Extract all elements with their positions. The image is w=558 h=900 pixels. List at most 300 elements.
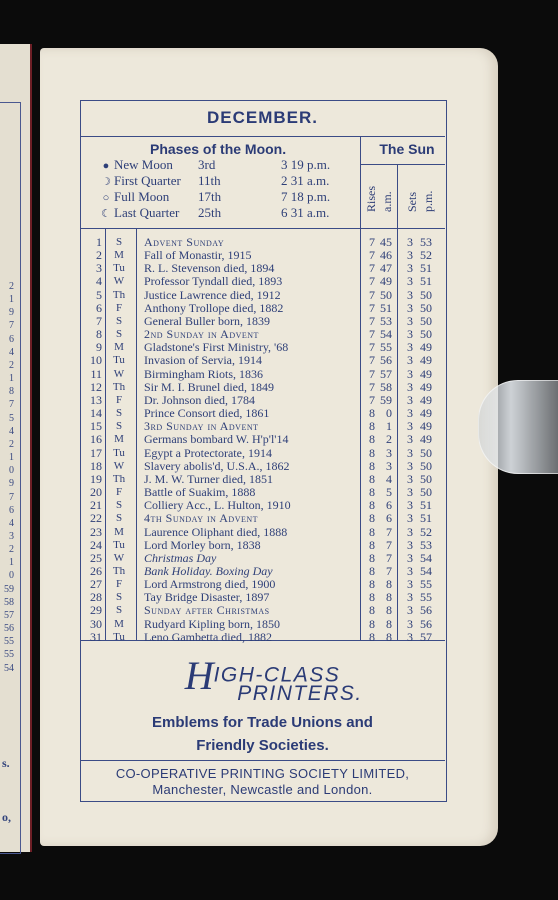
event-text: Dr. Johnson died, 1784 <box>144 392 255 407</box>
sunrise-minute: 8 <box>386 590 392 605</box>
sunrise-hour: 8 <box>369 616 375 631</box>
previous-page-number: 7 <box>9 491 14 503</box>
sunset-minute: 55 <box>420 590 432 605</box>
sunrise-minute: 5 <box>386 485 392 500</box>
event-text: Professor Tyndall died, 1893 <box>144 274 283 289</box>
moon-phase-date: 17th <box>198 189 222 204</box>
last-quarter-icon: ☾ <box>101 208 111 220</box>
new-moon-icon: ● <box>102 160 110 172</box>
advert-line-2: Friendly Societies. <box>196 737 329 754</box>
previous-page-number: 0 <box>9 570 14 582</box>
sunset-minute: 49 <box>420 432 432 447</box>
event-text: General Buller born, 1839 <box>144 313 270 328</box>
weekday: F <box>115 486 123 499</box>
sunset-hour: 3 <box>407 577 413 592</box>
sunset-hour: 3 <box>407 432 413 447</box>
sunrise-hour: 7 <box>369 366 375 381</box>
moon-phase-date: 25th <box>198 205 222 220</box>
month-title: DECEMBER. <box>206 108 318 127</box>
sunset-hour: 3 <box>407 366 413 381</box>
phases-title: Phases of the Moon. <box>150 141 287 157</box>
sunrise-minute: 59 <box>380 392 392 407</box>
day-row <box>80 341 445 354</box>
day-row <box>80 512 445 525</box>
sunset-hour: 3 <box>407 564 413 578</box>
weekday: W <box>113 275 125 288</box>
full-moon-icon: ○ <box>102 192 110 204</box>
day-number: 17 <box>90 445 102 460</box>
sunrise-hour: 7 <box>369 392 375 407</box>
sunset-hour: 3 <box>407 327 413 342</box>
advert-line-1: Emblems for Trade Unions and <box>152 714 373 731</box>
event-text: Egypt a Protectorate, 1914 <box>144 445 272 460</box>
sunrise-hour: 7 <box>369 274 375 289</box>
sunset-minute: 50 <box>420 313 432 328</box>
day-number: 28 <box>90 590 102 605</box>
sunset-minute: 57 <box>420 629 432 644</box>
day-number: 5 <box>96 287 102 302</box>
sunrise-minute: 46 <box>380 248 392 263</box>
day-number: 2 <box>96 248 102 263</box>
sunset-hour: 3 <box>407 485 413 500</box>
sunrise-minute: 7 <box>386 537 392 552</box>
previous-page-number: 58 <box>4 596 14 608</box>
sets-unit: p.m. <box>421 190 435 212</box>
day-row <box>80 302 445 315</box>
event-text: R. L. Stevenson died, 1894 <box>144 261 275 276</box>
sunrise-hour: 8 <box>369 537 375 552</box>
sunrise-minute: 7 <box>386 550 392 565</box>
day-number: 3 <box>96 261 102 276</box>
day-number: 15 <box>90 419 102 434</box>
sunrise-minute: 45 <box>380 235 392 249</box>
event-text: Lord Armstrong died, 1900 <box>144 577 276 592</box>
previous-page-number: 7 <box>9 399 14 411</box>
sunset-hour: 3 <box>407 287 413 302</box>
day-number: 20 <box>90 485 102 500</box>
rises-unit: a.m. <box>380 191 394 212</box>
moon-phase-name: New Moon <box>114 157 173 172</box>
sunset-hour: 3 <box>407 340 413 355</box>
day-number: 26 <box>90 564 102 578</box>
day-row <box>80 552 445 565</box>
sunset-minute: 55 <box>420 577 432 592</box>
event-text: Christmas Day <box>144 550 217 565</box>
previous-page-number: 9 <box>9 478 14 490</box>
sunrise-hour: 8 <box>369 419 375 434</box>
sunrise-hour: 8 <box>369 498 375 513</box>
event-text: 4th Sunday in Advent <box>144 511 259 526</box>
advert-initial: H <box>184 653 214 698</box>
previous-page-number: 6 <box>9 333 14 345</box>
weekday: M <box>114 525 124 538</box>
weekday: W <box>113 459 125 472</box>
day-number: 19 <box>90 471 102 486</box>
weekday: Tu <box>113 630 125 643</box>
sunrise-minute: 58 <box>380 379 392 394</box>
sunrise-hour: 7 <box>369 340 375 355</box>
day-row <box>80 447 445 460</box>
sunrise-hour: 8 <box>369 629 375 644</box>
sets-label: Sets <box>405 191 419 212</box>
sunset-hour: 3 <box>407 445 413 460</box>
sunrise-minute: 56 <box>380 353 392 368</box>
sunrise-hour: 7 <box>369 248 375 263</box>
sunset-minute: 49 <box>420 419 432 434</box>
sunrise-minute: 8 <box>386 629 392 644</box>
day-number: 8 <box>96 327 102 342</box>
sunrise-hour: 7 <box>369 287 375 302</box>
event-text: Prince Consort died, 1861 <box>144 406 270 421</box>
event-text: Gladstone's First Ministry, '68 <box>144 340 289 355</box>
event-text: Laurence Oliphant died, 1888 <box>144 524 288 539</box>
previous-page-number: 55 <box>4 636 14 648</box>
previous-page-edge <box>0 44 32 852</box>
sunrise-hour: 8 <box>369 590 375 605</box>
day-number: 6 <box>96 300 102 315</box>
sunrise-minute: 54 <box>380 327 392 342</box>
sunrise-minute: 55 <box>380 340 392 355</box>
event-text: 2nd Sunday in Advent <box>144 327 259 342</box>
sunset-hour: 3 <box>407 419 413 434</box>
previous-page-number: 2 <box>9 438 14 450</box>
event-text: Germans bombard W. H'p'l'14 <box>144 432 289 447</box>
sunrise-hour: 8 <box>369 550 375 565</box>
weekday: Th <box>112 565 126 577</box>
advert-cities: Manchester, Newcastle and London. <box>152 782 373 797</box>
sunset-hour: 3 <box>407 629 413 644</box>
sunset-minute: 50 <box>420 300 432 315</box>
day-number: 10 <box>90 353 102 368</box>
moon-phase-time: 2 31 a.m. <box>281 173 330 188</box>
event-text: Rudyard Kipling born, 1850 <box>144 616 280 631</box>
sunrise-minute: 6 <box>386 511 392 526</box>
weekday: S <box>115 328 123 341</box>
sunset-hour: 3 <box>407 313 413 328</box>
event-text: Justice Lawrence died, 1912 <box>144 287 281 302</box>
sunset-minute: 53 <box>420 235 432 249</box>
sunset-minute: 49 <box>420 392 432 407</box>
weekday: Tu <box>113 446 125 459</box>
sunset-hour: 3 <box>407 471 413 486</box>
previous-page-number: 55 <box>4 649 14 661</box>
sunrise-minute: 3 <box>386 458 392 473</box>
event-text: Battle of Suakim, 1888 <box>144 485 256 500</box>
sunset-minute: 50 <box>420 485 432 500</box>
sunset-minute: 50 <box>420 327 432 342</box>
event-text: Tay Bridge Disaster, 1897 <box>144 590 270 605</box>
previous-page-number: 7 <box>9 320 14 332</box>
sunrise-hour: 7 <box>369 379 375 394</box>
previous-page-number: 2 <box>9 544 14 556</box>
sunset-hour: 3 <box>407 537 413 552</box>
previous-page-number: 57 <box>4 609 14 621</box>
event-text: Bank Holiday. Boxing Day <box>144 564 273 578</box>
day-row <box>80 394 445 407</box>
header-rule <box>80 136 445 137</box>
sunset-minute: 49 <box>420 379 432 394</box>
sunset-hour: 3 <box>407 300 413 315</box>
sunrise-minute: 2 <box>386 432 392 447</box>
sunrise-minute: 0 <box>386 406 392 421</box>
moon-phase-name: First Quarter <box>114 173 181 188</box>
day-row <box>80 275 445 288</box>
sunrise-minute: 50 <box>380 287 392 302</box>
sunrise-minute: 49 <box>380 274 392 289</box>
sunrise-minute: 7 <box>386 524 392 539</box>
weekday: S <box>115 591 123 604</box>
sunrise-hour: 8 <box>369 406 375 421</box>
sunrise-minute: 8 <box>386 603 392 618</box>
sunset-minute: 51 <box>420 274 432 289</box>
previous-page-number: 5 <box>9 412 14 424</box>
moon-phase-row <box>98 157 331 173</box>
previous-page-number: 2 <box>9 359 14 371</box>
advert-rule <box>80 760 445 761</box>
sunrise-minute: 1 <box>386 419 392 434</box>
moon-phase-date: 11th <box>198 173 221 188</box>
advert-headline: IGH-CLASS <box>213 663 341 687</box>
sunset-minute: 51 <box>420 498 432 513</box>
sunset-hour: 3 <box>407 498 413 513</box>
moon-phase-time: 7 18 p.m. <box>281 189 331 204</box>
previous-page-number: 4 <box>9 425 14 437</box>
sunset-minute: 51 <box>420 511 432 526</box>
moon-phase-time: 6 31 a.m. <box>281 205 330 220</box>
advert-company: CO-OPERATIVE PRINTING SOCIETY LIMITED, <box>115 766 410 781</box>
previous-page-number: 9 <box>9 307 14 319</box>
sunset-hour: 3 <box>407 274 413 289</box>
sunset-minute: 56 <box>420 603 432 618</box>
sunrise-minute: 3 <box>386 445 392 460</box>
event-text: 3rd Sunday in Advent <box>144 419 259 434</box>
day-row <box>80 539 445 552</box>
moon-phase-row <box>98 205 330 221</box>
weekday: S <box>115 604 123 617</box>
sunrise-minute: 6 <box>386 498 392 513</box>
page-clip <box>478 380 558 474</box>
day-row <box>80 460 445 473</box>
day-number: 12 <box>90 379 102 394</box>
weekday: Tu <box>113 354 125 367</box>
previous-page-number: 0 <box>9 465 14 477</box>
sunset-minute: 49 <box>420 353 432 368</box>
sunrise-hour: 8 <box>369 511 375 526</box>
weekday: Th <box>112 288 126 301</box>
previous-page-number: 54 <box>4 662 14 674</box>
sunrise-minute: 51 <box>380 300 392 315</box>
sunset-hour: 3 <box>407 511 413 526</box>
moon-phase-date: 3rd <box>198 157 216 172</box>
previous-page-number: 2 <box>9 281 14 292</box>
sun-header-rule <box>360 164 445 165</box>
previous-page-fragment: s. <box>2 756 10 770</box>
sunset-minute: 50 <box>420 471 432 486</box>
day-row <box>80 433 445 446</box>
table-header-rule <box>80 228 445 229</box>
weekday: M <box>114 341 124 354</box>
sunrise-hour: 8 <box>369 485 375 500</box>
sunset-hour: 3 <box>407 458 413 473</box>
sunrise-hour: 7 <box>369 261 375 276</box>
sunset-hour: 3 <box>407 590 413 605</box>
event-text: Sir M. I. Brunel died, 1849 <box>144 379 274 394</box>
weekday: M <box>114 617 124 630</box>
weekday: S <box>115 420 123 433</box>
advert-headline-2: PRINTERS. <box>237 682 363 705</box>
sunset-minute: 49 <box>420 366 432 381</box>
moon-phase-time: 3 19 p.m. <box>281 157 331 172</box>
sunset-minute: 54 <box>420 564 432 578</box>
weekday: S <box>115 314 123 327</box>
weekday: S <box>115 499 123 512</box>
sunrise-hour: 8 <box>369 458 375 473</box>
sunrise-minute: 8 <box>386 577 392 592</box>
event-text: Advent Sunday <box>144 235 225 249</box>
sunset-hour: 3 <box>407 392 413 407</box>
weekday: M <box>114 249 124 262</box>
sunrise-minute: 47 <box>380 261 392 276</box>
day-number: 1 <box>96 235 102 249</box>
sunrise-hour: 7 <box>369 313 375 328</box>
sunrise-minute: 53 <box>380 313 392 328</box>
moon-phase-name: Last Quarter <box>114 205 180 220</box>
first-quarter-icon: ☽ <box>101 176 111 188</box>
sunrise-hour: 8 <box>369 564 375 578</box>
sunset-minute: 50 <box>420 287 432 302</box>
day-number: 22 <box>90 511 102 526</box>
weekday: Th <box>112 472 126 485</box>
day-number: 27 <box>90 577 102 592</box>
event-text: Birmingham Riots, 1836 <box>144 366 264 381</box>
previous-page-number: 59 <box>4 583 14 595</box>
event-text: Leno Gambetta died, 1882 <box>144 629 272 644</box>
day-row <box>80 368 445 381</box>
sunrise-hour: 8 <box>369 524 375 539</box>
day-number: 23 <box>90 524 102 539</box>
event-text: Lord Morley born, 1838 <box>144 537 261 552</box>
sunset-hour: 3 <box>407 406 413 421</box>
sunset-minute: 54 <box>420 550 432 565</box>
event-text: Anthony Trollope died, 1882 <box>144 300 284 315</box>
day-number: 14 <box>90 406 102 421</box>
sunset-hour: 3 <box>407 603 413 618</box>
sunrise-hour: 8 <box>369 432 375 447</box>
weekday: S <box>115 236 123 248</box>
day-number: 4 <box>96 274 102 289</box>
moon-phase-row <box>98 189 331 205</box>
weekday: M <box>114 433 124 446</box>
weekday: Th <box>112 380 126 393</box>
day-row <box>80 618 445 631</box>
day-row <box>80 526 445 539</box>
event-text: Fall of Monastir, 1915 <box>144 248 252 263</box>
previous-page-number: 56 <box>4 623 14 635</box>
sunset-minute: 56 <box>420 616 432 631</box>
previous-page-number: 8 <box>9 386 14 398</box>
sunrise-hour: 8 <box>369 603 375 618</box>
day-row <box>80 354 445 367</box>
sunrise-hour: 7 <box>369 235 375 249</box>
day-number: 18 <box>90 458 102 473</box>
sunset-minute: 50 <box>420 458 432 473</box>
event-text: J. M. W. Turner died, 1851 <box>144 471 274 486</box>
day-number: 13 <box>90 392 102 407</box>
previous-page-number: 3 <box>9 530 14 542</box>
day-number: 30 <box>90 616 102 631</box>
day-row <box>80 381 445 394</box>
sunset-minute: 53 <box>420 537 432 552</box>
event-text: Slavery abolis'd, U.S.A., 1862 <box>144 458 290 473</box>
day-number: 29 <box>90 603 102 618</box>
sunrise-minute: 7 <box>386 564 392 578</box>
previous-page-numbers <box>0 280 14 675</box>
sunset-hour: 3 <box>407 524 413 539</box>
weekday: F <box>115 578 123 591</box>
weekday: S <box>115 512 123 525</box>
weekday: W <box>113 551 125 564</box>
day-number: 9 <box>96 340 102 355</box>
day-row <box>80 604 445 617</box>
sunrise-hour: 8 <box>369 445 375 460</box>
sunset-minute: 52 <box>420 524 432 539</box>
weekday: F <box>115 301 123 314</box>
moon-phase-row <box>98 173 330 189</box>
sunset-minute: 51 <box>420 261 432 276</box>
sunrise-hour: 7 <box>369 327 375 342</box>
sunset-hour: 3 <box>407 379 413 394</box>
sunrise-hour: 8 <box>369 471 375 486</box>
previous-page-number: 1 <box>9 452 14 464</box>
sun-title: The Sun <box>379 141 435 157</box>
sunset-minute: 50 <box>420 445 432 460</box>
sunrise-hour: 7 <box>369 300 375 315</box>
sunset-minute: 49 <box>420 340 432 355</box>
previous-page-fragment: o, <box>2 810 11 824</box>
sunset-hour: 3 <box>407 550 413 565</box>
previous-page-number: 1 <box>9 294 14 306</box>
sunrise-minute: 8 <box>386 616 392 631</box>
weekday: F <box>115 393 123 406</box>
day-number: 21 <box>90 498 102 513</box>
event-text: Colliery Acc., L. Hulton, 1910 <box>144 498 291 513</box>
day-row <box>80 631 445 644</box>
moon-phase-name: Full Moon <box>114 189 170 204</box>
sunrise-minute: 57 <box>380 366 392 381</box>
event-text: Invasion of Servia, 1914 <box>144 353 262 368</box>
event-text: Sunday after Christmas <box>144 603 270 618</box>
sunrise-minute: 4 <box>386 471 392 486</box>
day-number: 31 <box>90 629 102 644</box>
previous-page-number: 6 <box>9 504 14 516</box>
sunset-minute: 52 <box>420 248 432 263</box>
day-number: 25 <box>90 550 102 565</box>
sunset-minute: 49 <box>420 406 432 421</box>
previous-page-number: 4 <box>9 517 14 529</box>
day-number: 7 <box>96 313 102 328</box>
advert-headline-line2 <box>200 682 400 706</box>
sunrise-hour: 7 <box>369 353 375 368</box>
previous-page-number: 4 <box>9 346 14 358</box>
day-row <box>80 289 445 302</box>
previous-page-number: 1 <box>9 557 14 569</box>
previous-page-number: 1 <box>9 373 14 385</box>
sunset-hour: 3 <box>407 353 413 368</box>
day-row <box>80 499 445 512</box>
sunset-hour: 3 <box>407 248 413 263</box>
weekday: Tu <box>113 262 125 275</box>
sunset-hour: 3 <box>407 616 413 631</box>
